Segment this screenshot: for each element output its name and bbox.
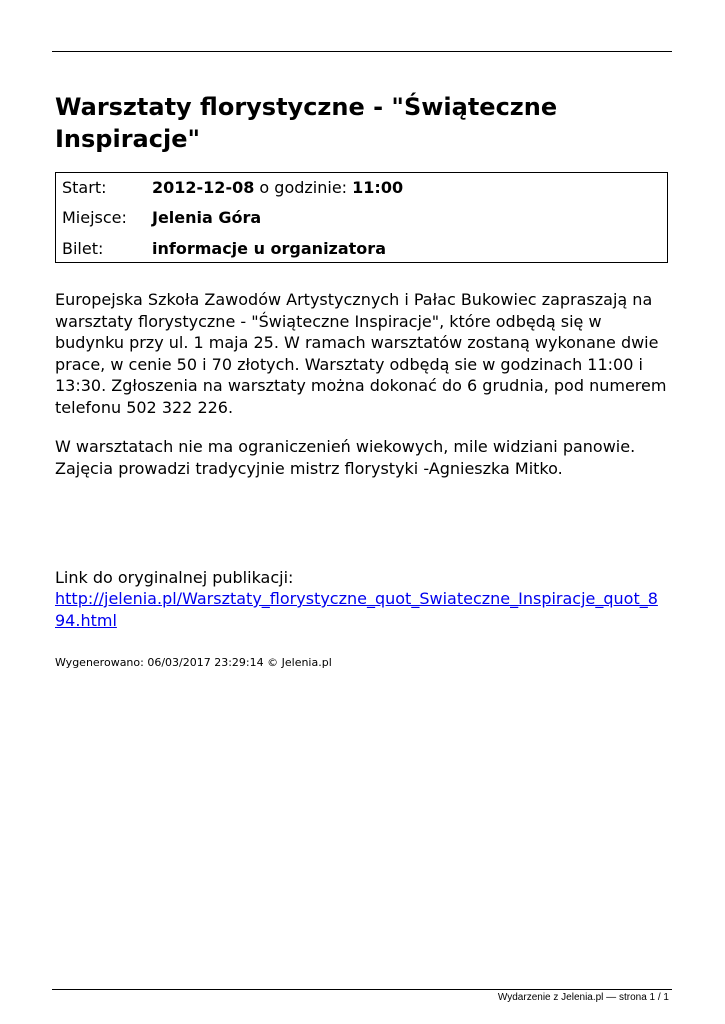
event-title: Warsztaty florystyczne - "Świąteczne Inspiracje" [55, 93, 558, 153]
ticket-label: Bilet: [62, 239, 104, 258]
start-time: 11:00 [352, 178, 404, 197]
start-date: 2012-12-08 [152, 178, 255, 197]
start-value [152, 176, 403, 200]
generated-timestamp: Wygenerowano: 06/03/2017 23:29:14 © Jelenia.pl [55, 656, 332, 669]
place-label: Miejsce: [62, 208, 127, 227]
footer-divider [52, 989, 672, 990]
start-label: Start: [62, 178, 107, 197]
ticket-row [56, 237, 667, 261]
source-link[interactable]: http://jelenia.pl/Warsztaty_florystyczne_quot_Swiateczne_Inspiracje_quot_894.html [55, 589, 658, 630]
header-divider [52, 51, 672, 52]
start-connector: o godzinie: [254, 178, 353, 197]
start-row [56, 176, 667, 200]
description-paragraph-2: W warsztatach nie ma ograniczenień wiekowych, mile widziani panowie. Zajęcia prowadzi tradycyjnie mistrz florystyki -Agnieszka Mitko. [55, 437, 636, 478]
source-link-label: Link do oryginalnej publikacji: [55, 568, 294, 587]
description-paragraph-1: Europejska Szkoła Zawodów Artystycznych i Pałac Bukowiec zapraszają na warsztaty florystyczne - "Świąteczne Inspiracje", które odbędą się w budynku przy ul. 1 maja 25. W ramach warsztatów zostaną wykonane dwie prace, w cenie 50 i 70 złotych. Warsztaty odbędą sie w godzinach 11:00 i 13:30. Zgłoszenia na warsztaty można dokonać do 6 grudnia, pod numerem telefonu 502 322 226. [55, 290, 667, 417]
place-row [56, 206, 667, 230]
ticket-value: informacje u organizatora [152, 239, 386, 258]
place-value: Jelenia Góra [152, 208, 262, 227]
event-info-box [55, 172, 668, 263]
page-footer: Wydarzenie z Jelenia.pl — strona 1 / 1 [497, 992, 669, 1003]
